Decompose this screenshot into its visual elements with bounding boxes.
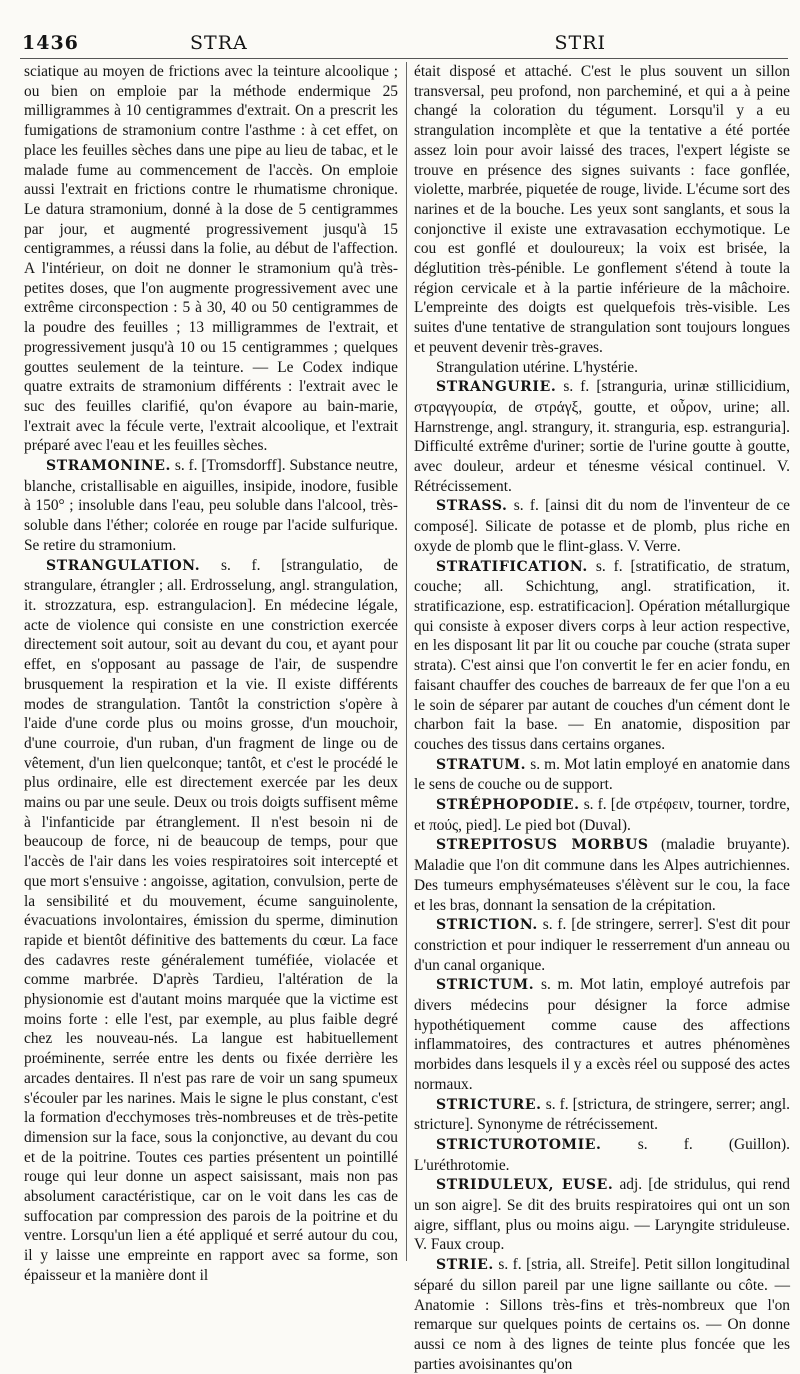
entry-headword: STRICTUM. [436,977,535,994]
entry-text: s. f. [strangulatio, de strangulare, étrangler ; all. Erdrosselung, angl. strangulation, it. strozzatura, esp. estrangulacion]. En médecine légale, acte de violence qui consiste en une constriction exercée directement soit autour, soit au devant du cou, et ayant pour effet, en s'opposant au passage de l'air, de suspendre brusquement la respiration et la vie. Il existe différents modes de strangulation. Tantôt la constriction s'opère à l'aide d'une corde plus ou moins grosse, d'un mouchoir, d'une courroie, d'un ruban, d'un fragment de linge ou de vêtement, d'un lien quelconque; tantôt, et c'est le procédé le plus ordinaire, elle est directement exercée par les deux mains ou par une seule. Deux ou trois doigts suffisent même à l'infanticide par étranglement. Il n'est besoin ni de beaucoup de force, ni de beaucoup de temps, pour que l'accès de l'air dans les voies respiratoires soit intercepté et que mort s'ensuive : angoisse, agitation, convulsion, perte de la sensibilité et du mouvement, écume sanguinolente, évacuations involontaires, émission du sperme, diminution rapide et bientôt définitive des battements du cœur. La face des cadavres reste généralement tuméfiée, violacée et comme marbrée. D'après Tardieu, l'altération de la physionomie est d'autant moins marquée que la victime est moins forte : elle l'est, par exemple, au plus faible degré chez les nouveau-nés. La langue est habituellement proéminente, serrée entre les dents ou fixée derrière les arcades dentaires. Il n'est pas rare de voir un sang spumeux s'écouler par les narines. Mais le signe le plus constant, c'est la formation d'ecchymoses très-nombreuses et de très-petite dimension sur la face, sous la conjonctive, au devant du cou et de la poitrine. Toutes ces parties présentent un pointillé rouge qui leur donne un aspect saisissant, mais non pas absolument caractéristique, car on le voit dans les cas de suffocation par compression des parois de la poitrine et du ventre. Lorsqu'un lien a été appliqué et serré autour du cou, il y laisse une empreinte en rapport avec sa forme, son épaisseur et la manière dont il [24,556,398,1284]
dictionary-entry [414,795,790,835]
dictionary-entry [414,755,790,795]
page-number: 1436 [22,32,79,54]
dictionary-entry [414,1135,790,1175]
left-running-head: STRA [190,32,248,54]
entry-text: s. f. (Guillon). L'uréthrotomie. [414,1135,790,1174]
left-column [24,62,399,1284]
right-column [414,62,791,1373]
dictionary-entry [414,62,790,358]
entry-text: s. f. [ainsi dit du nom de l'inventeur de ce composé]. Silicate de potasse et de plomb, plus riche en oxyde de plomb que le flint-glass. V. Verre. [414,497,790,555]
entry-text: Strangulation utérine. L'hystérie. [436,358,638,376]
entry-text: s. f. [stranguria, urinæ stillicidium, στραγγουρία, de στράγξ, goutte, et οὖρον, urine; all. Harnstrenge, angl. strangury, it. stranguria, esp. estranguria]. Difficulté extrême d'uriner; sortie de l'urine goutte à goutte, avec douleur, ardeur et ténesme vésical continuel. V. Rétrécissement. [414,378,791,495]
dictionary-entry [414,975,790,1094]
entry-headword: STRASS. [436,498,508,515]
entry-headword: STRATUM. [436,756,527,773]
dictionary-entry [24,62,398,456]
entry-headword: STRANGULATION. [46,557,201,574]
dictionary-entry [414,1255,790,1374]
entry-headword: STRANGURIE. [436,379,557,396]
dictionary-entry [414,915,790,975]
entry-text: s. f. [Tromsdorff]. Substance neutre, blanche, cristallisable en aiguilles, insipide, inodore, fusible à 150° ; insoluble dans l'eau, peu soluble dans l'alcool, très-soluble dans l'éther; colorée en rouge par l'acide sulfurique. Se retire du stramonium. [24,457,399,554]
dictionary-entry [414,835,790,915]
page-header [22,32,786,58]
right-running-head: STRI [554,32,606,54]
entry-headword: STREPITOSUS MORBUS [436,837,649,854]
entry-text: adj. [de stridulus, qui rend un son aigre]. Se dit des bruits respiratoires qui ont un son aigre, sifflant, plus ou moins aigu. — Laryngite striduleuse. V. Faux croup. [414,1176,790,1254]
header-rule [20,58,788,59]
dictionary-entry [24,556,398,1286]
entry-headword: STRICTION. [436,917,538,934]
entry-headword: STRICTURE. [436,1096,542,1113]
dictionary-entry [24,456,398,556]
entry-headword: STRATIFICATION. [436,558,588,575]
entry-headword: STRAMONINE. [46,458,172,475]
entry-text: s. f. [de stringere, serrer]. S'est dit pour constriction et pour indiquer le resserrement d'un anneau ou d'un canal organique. [414,916,790,974]
dictionary-entry [414,1175,790,1255]
entry-text: sciatique au moyen de frictions avec la teinture alcoolique ; ou bien on emploie par la méthode endermique 25 milligrammes à 10 centigrammes d'extrait. On a prescrit les fumigations de stramonium contre l'asthme : à cet effet, on place les feuilles sèches dans une pipe au lieu de tabac, et le malade fume au commencement de l'accès. On emploie aussi l'extrait en frictions contre le rhumatisme chronique. Le datura stramonium, donné à la dose de 5 centigrammes par jour, et augmenté progressivement jusqu'à 15 centigrammes, a réussi dans la folie, au début de l'affection. A l'intérieur, on doit ne donner le stramonium qu'à très-petites doses, que l'on augmente progressivement avec une extrême circonspection : 5 à 30, 40 ou 50 centigrammes de la poudre des feuilles ; 13 milligrammes de l'extrait, et progressivement jusqu'à 10 ou 15 centigrammes ; quelques gouttes seulement de la teinture. — Le Codex indique quatre extraits de stramonium différents : l'extrait avec le suc des feuilles clarifié, qu'on évapore au bain-marie, l'extrait avec la fécule verte, l'extrait alcoolique, et l'extrait préparé avec l'eau et les feuilles sèches. [24,63,398,455]
entry-text: s. f. [stria, all. Streife]. Petit sillon longitudinal séparé du sillon pareil par une ligne saillante ou côte. — Anatomie : Sillons très-fins et très-nombreux que l'on remarque sur quelques points de certains os. — On donne aussi ce nom à des lignes de teinte plus foncée que les parties avoisinantes qu'on [414,1256,790,1373]
entry-text: s. m. Mot latin employé en anatomie dans le sens de couche ou de support. [414,755,790,794]
entry-text: était disposé et attaché. C'est le plus souvent un sillon transversal, peu profond, non parcheminé, et qui a à peine changé la coloration du tégument. Lorsqu'il y a eu strangulation incomplète et que la tentative a été portée assez loin pour avoir laissé des traces, l'expert légiste se trouve en présence des signes suivants : face gonflée, violette, marbrée, piquetée de rouge, livide. L'écume sort des narines et de la bouche. Les yeux sont sanglants, et sous la conjonctive il existe une extravasation ecchymotique. Le cou est gonflé et douloureux; la voix est brisée, la déglutition très-pénible. Le gonflement s'étend à toute la région cervicale et à la partie inférieure de la mâchoire. L'empreinte des doigts est quelquefois très-visible. Les suites d'une tentative de strangulation sont toujours longues et peuvent devenir très-graves. [414,63,790,356]
entry-headword: STRIDULEUX, EUSE. [436,1177,614,1194]
entry-text: s. f. [de στρέφειν, tourner, tordre, et πούς, pied]. Le pied bot (Duval). [414,796,790,834]
entry-text: (maladie bruyante). Maladie que l'on dit commune dans les Alpes autrichiennes. Des tumeurs emphysémateuses s'élèvent sur le cou, la face et les bras, donnant la sensation de la crépitation. [414,836,790,914]
entry-text: s. m. Mot latin, employé autrefois par divers médecins pour désigner la force admise hypothétiquement comme cause des affections inflammatoires, des contractures et autres phénomènes morbides dans lesquels il y a excès réel ou supposé des actes normaux. [414,976,791,1093]
entry-text: s. f. [strictura, de stringere, serrer; angl. stricture]. Synonyme de rétrécissement. [414,1095,790,1134]
entry-headword: STRICTUROTOMIE. [436,1136,602,1153]
dictionary-entry [414,496,790,556]
dictionary-entry [414,557,790,755]
column-divider [406,62,407,1261]
dictionary-entry [414,377,790,496]
entry-text: s. f. [stratificatio, de stratum, couche; all. Schichtung, angl. stratification, it. stratificazione, esp. estratificacion]. Opération métallurgique qui consiste à exposer divers corps à leur action respective, en les disposant lit par lit ou couche par couche (strata super strata). C'est ainsi que l'on convertit le fer en acier fondu, en faisant chauffer des couches de barreaux de fer que l'on a eu le soin de séparer par autant de couches d'un cément dont le charbon fait la base. — En anatomie, disposition par couches des tissus dans certains organes. [414,557,790,753]
dictionary-entry [414,358,790,378]
dictionary-entry [414,1095,790,1135]
entry-headword: STRÉPHOPODIE. [436,797,580,814]
entry-headword: STRIE. [436,1257,494,1274]
